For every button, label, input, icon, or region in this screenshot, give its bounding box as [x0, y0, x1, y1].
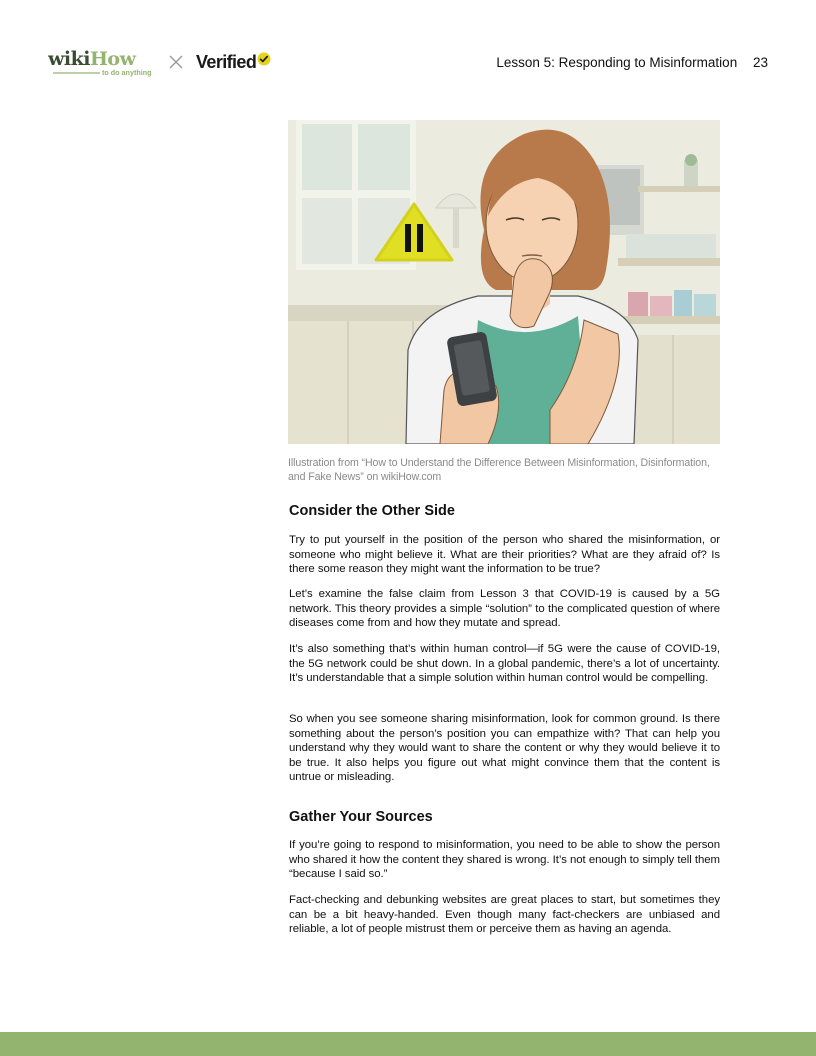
illustration-woman-with-phone — [288, 120, 720, 444]
lesson-title: Lesson 5: Responding to Misinformation — [496, 55, 738, 70]
section-heading-consider-the-other-side: Consider the Other Side — [289, 503, 455, 519]
section-heading-gather-your-sources: Gather Your Sources — [289, 809, 433, 825]
body-paragraph: It’s also something that’s within human control—if 5G were the cause of COVID-19, the 5G network could be shut down. In a global pandemic, there’s a lot of uncertainty. It’s understandable that a simple solution within human control would be compelling. — [289, 643, 720, 685]
body-paragraph: Fact-checking and debunking websites are great places to start, but sometimes they can be a bit heavy-handed. Even though many fact-checkers are unbiased and reliable, a lot of people mistrust them or perceive them as having an agenda. — [289, 894, 720, 936]
body-paragraph: Try to put yourself in the position of the person who shared the misinformation, or someone who might believe it. What are their priorities? What are they afraid of? Is there some reason they might want the information to be true? — [289, 534, 720, 576]
footer-color-bar — [0, 1032, 816, 1056]
running-header — [496, 55, 768, 70]
page-number: 23 — [752, 55, 768, 70]
body-paragraph: Let’s examine the false claim from Lesson 3 that COVID-19 is caused by a 5G network. This theory provides a simple “solution” to the complicated question of where diseases come from and how they mutate and spread. — [289, 588, 720, 630]
body-paragraph: If you’re going to respond to misinformation, you need to be able to show the person who shared it how the content they shared is wrong. It’s not enough to simply tell them “because I said so.” — [289, 839, 720, 881]
svg-text:wikiHow: wikiHow — [48, 48, 136, 70]
figure-caption: Illustration from “How to Understand the Difference Between Misinformation, Disinformation, and Fake News” on wikiHow.com — [288, 457, 710, 483]
verified-logo — [196, 50, 271, 74]
verified-check-icon — [257, 52, 271, 66]
collaboration-x-icon — [168, 54, 184, 70]
verified-wordmark: Verified — [196, 51, 257, 72]
svg-text:to do anything: to do anything — [102, 68, 152, 77]
wikihow-logo — [48, 46, 156, 78]
body-paragraph: So when you see someone sharing misinformation, look for common ground. Is there something about the person’s position you can empathize with? That can help you understand why they would want to share the content or why they would believe it to be true. It also helps you figure out what might convince them that the content is untrue or misleading. — [289, 713, 720, 784]
